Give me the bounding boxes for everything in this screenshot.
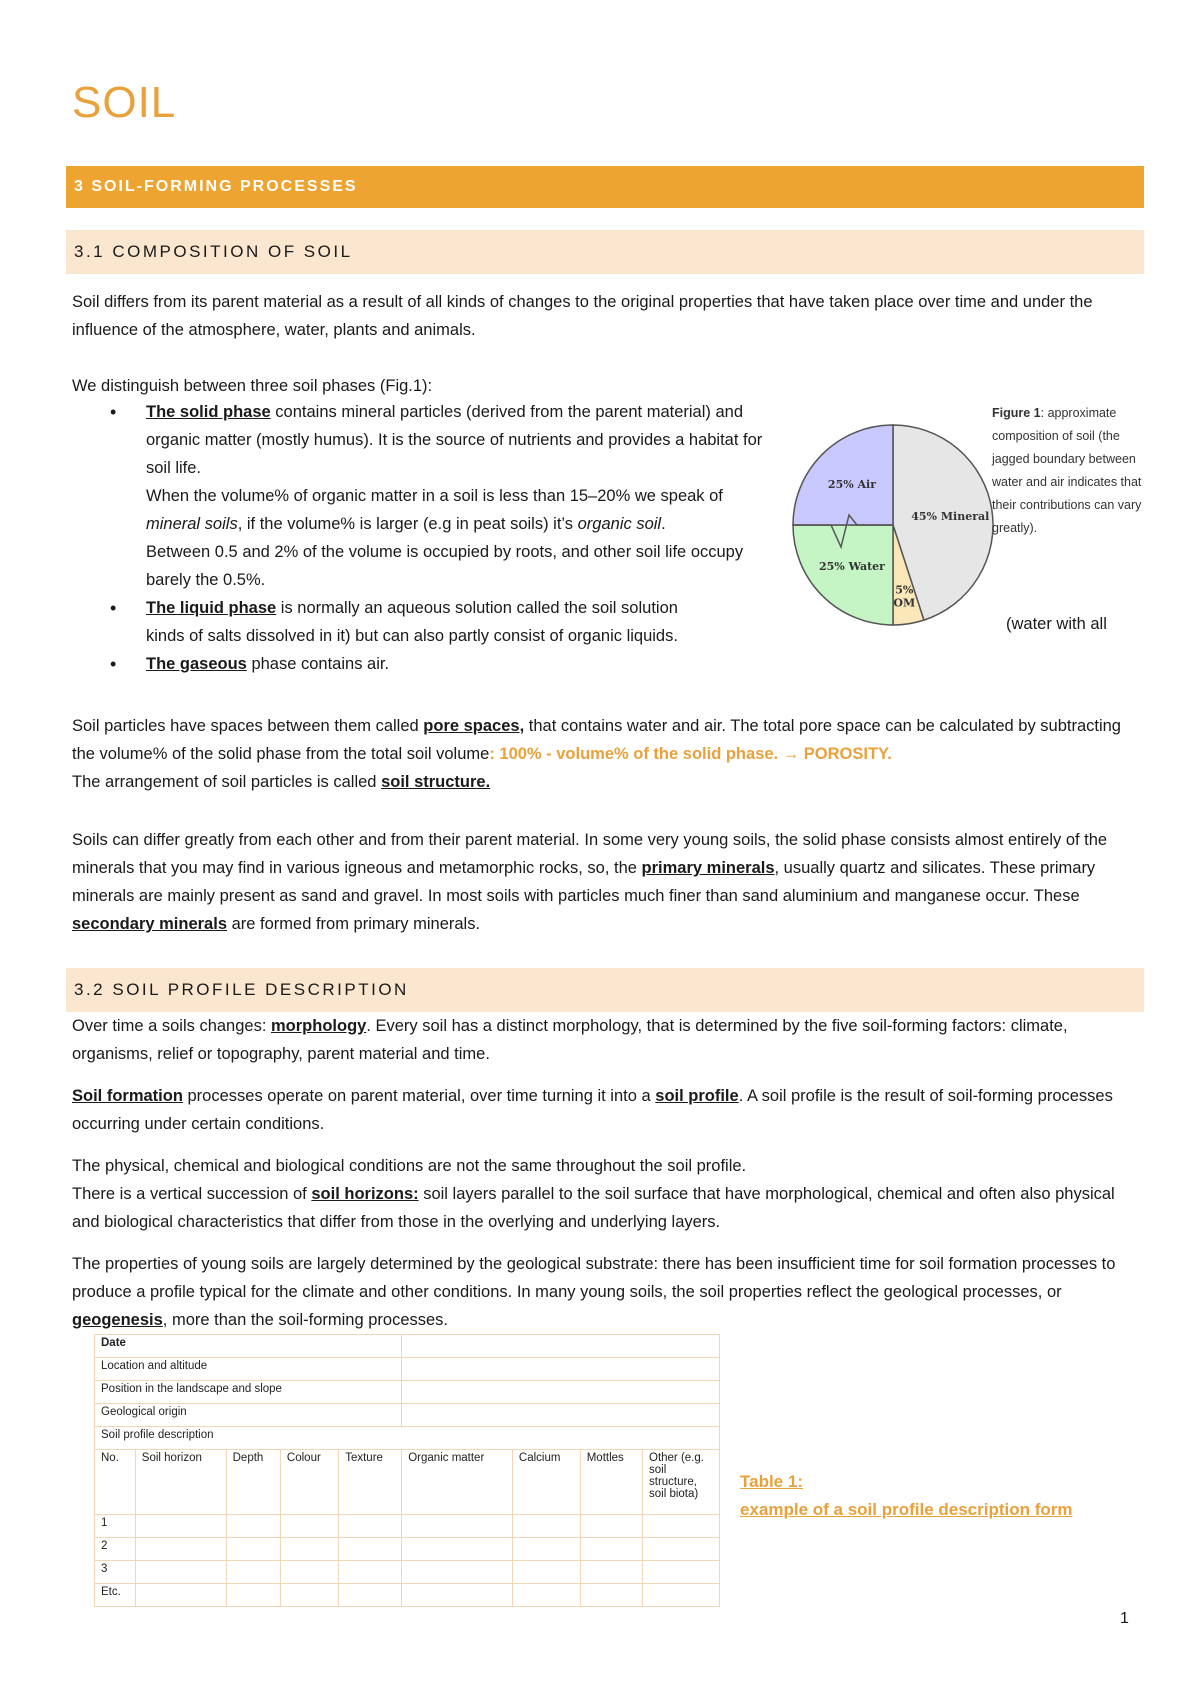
profile-description-table xyxy=(94,1334,720,1607)
form-value-cell xyxy=(402,1358,720,1381)
table-row xyxy=(95,1381,720,1404)
section-heading-3-2: 3.2 SOIL PROFILE DESCRIPTION xyxy=(66,968,1144,1012)
paragraph-young-soils xyxy=(72,1250,1142,1334)
structure-text: The arrangement of soil particles is called xyxy=(72,773,382,791)
column-header: Depth xyxy=(226,1450,280,1515)
row-number: Etc. xyxy=(95,1584,136,1607)
soil-phases-list xyxy=(110,398,770,678)
roots-text: Between 0.5 and 2% of the volume is occupied by roots, and other soil life occupy barely the 0.5%. xyxy=(146,543,744,589)
formation-text-2: . A soil profile is the result of soil-forming processes occurring under certain conditions. xyxy=(72,1087,1113,1133)
minerals-text-2: , usually quartz and silicates. These primary minerals are mainly present as sand and gravel. In most soils with particles much finer than sand aluminium and manganese occur. These xyxy=(72,859,1096,905)
column-header: No. xyxy=(95,1450,136,1515)
paragraph-minerals xyxy=(72,826,1142,938)
term-soil-structure: soil structure. xyxy=(381,773,491,791)
column-header: Organic matter xyxy=(402,1450,513,1515)
column-header: Colour xyxy=(280,1450,338,1515)
form-label-profile-description: Soil profile description xyxy=(95,1427,720,1450)
column-header: Calcium xyxy=(512,1450,580,1515)
term-secondary-minerals: secondary minerals xyxy=(72,915,227,933)
table-row xyxy=(95,1538,720,1561)
form-label-position: Position in the landscape and slope xyxy=(95,1381,402,1404)
table-header-row xyxy=(95,1450,720,1515)
term-pore-spaces: pore spaces, xyxy=(423,717,525,735)
soil-composition-pie-chart xyxy=(788,420,998,630)
row-number: 1 xyxy=(95,1515,136,1538)
pie-label-1: 5% OM xyxy=(893,583,916,610)
conditions-text: The physical, chemical and biological conditions are not the same throughout the soil profile. xyxy=(72,1157,747,1175)
form-value-cell xyxy=(402,1335,720,1358)
term-organic-soil: organic soil xyxy=(577,515,662,533)
list-item-gaseous-phase xyxy=(110,650,770,678)
organic-matter-text-1: When the volume% of organic matter in a soil is less than 15–20% we speak of xyxy=(146,487,723,505)
pore-text-1: Soil particles have spaces between them called xyxy=(72,717,424,735)
paragraph-soil-horizons xyxy=(72,1152,1142,1236)
pie-slice-air xyxy=(793,425,893,525)
liquid-phase-continuation: kinds of salts dissolved in it) but can also partly consist of organic liquids. xyxy=(146,627,678,645)
table-row xyxy=(95,1358,720,1381)
figure-caption-text: : approximate composition of soil (the jagged boundary between water and air indicates that their contributions can vary greatly). xyxy=(992,406,1142,535)
liquid-phase-aside: (water with all xyxy=(1006,615,1107,633)
table-row xyxy=(95,1584,720,1607)
chapter-heading: 3 SOIL-FORMING PROCESSES xyxy=(66,166,1144,208)
term-morphology: morphology xyxy=(271,1017,367,1035)
gaseous-phase-text: phase contains air. xyxy=(246,655,390,673)
table-row xyxy=(95,1427,720,1450)
solid-phase-text: contains mineral particles (derived from the parent material) and organic matter (mostly humus). It is the source of nutrients and provides a habitat for soil life. xyxy=(146,403,763,477)
paragraph-soil-formation xyxy=(72,1082,1142,1138)
term-soil-formation: Soil formation xyxy=(72,1087,183,1105)
figure-1-caption xyxy=(992,402,1160,540)
form-label-date: Date xyxy=(95,1335,402,1358)
term-soil-horizons: soil horizons: xyxy=(311,1185,419,1203)
formation-text-1: processes operate on parent material, over time turning it into a xyxy=(182,1087,656,1105)
column-header: Soil horizon xyxy=(135,1450,226,1515)
table-1-caption xyxy=(740,1468,1073,1524)
document-title: SOIL xyxy=(72,78,177,127)
table-row xyxy=(95,1561,720,1584)
young-soils-text-2: , more than the soil-forming processes. xyxy=(162,1311,449,1329)
section-heading-3-1: 3.1 COMPOSITION OF SOIL xyxy=(66,230,1144,274)
paragraph-three-phases-intro: We distinguish between three soil phases (Fig.1): xyxy=(72,377,433,395)
morphology-text-2: . Every soil has a distinct morphology, that is determined by the five soil-forming factors: climate, organisms, relief or topography, parent material and time. xyxy=(72,1017,1068,1063)
page-number: 1 xyxy=(1120,1610,1129,1627)
row-number: 2 xyxy=(95,1538,136,1561)
minerals-text-1: Soils can differ greatly from each other and from their parent material. In some very young soils, the solid phase consists almost entirely of the minerals that you may find in various igneous and metamorphic rocks, so, the xyxy=(72,831,1108,877)
term-solid-phase: The solid phase xyxy=(146,403,271,421)
table-row xyxy=(95,1515,720,1538)
young-soils-text-1: The properties of young soils are largely determined by the geological substrate: there has been insufficient time for soil formation processes to produce a profile typical for the climate and other conditions. In many young soils, the soil properties reflect the geological processes, or xyxy=(72,1255,1116,1301)
paragraph-soil-differs: Soil differs from its parent material as a result of all kinds of changes to the original properties that have taken place over time and under the influence of the atmosphere, water, plants and animals. xyxy=(72,293,1093,339)
table-caption-label: Table 1: xyxy=(740,1472,803,1491)
figure-label: Figure 1 xyxy=(992,406,1041,420)
row-number: 3 xyxy=(95,1561,136,1584)
form-value-cell xyxy=(402,1381,720,1404)
horizons-text-2: soil layers parallel to the soil surface that have morphological, chemical and often also physical and biological characteristics that differ from those in the overlying and underlying layers. xyxy=(72,1185,1115,1231)
table-row xyxy=(95,1335,720,1358)
form-label-location: Location and altitude xyxy=(95,1358,402,1381)
list-item-solid-phase xyxy=(110,398,770,594)
organic-matter-text-2: , if the volume% is larger (e.g in peat soils) it’s xyxy=(237,515,578,533)
pore-text-2: that contains water and air. The total pore space can be calculated by subtracting the volume% of the solid phase from the total soil volume xyxy=(72,717,1121,763)
liquid-phase-text: is normally an aqueous solution called the soil solution xyxy=(276,599,678,617)
soil-profile-form xyxy=(94,1334,720,1607)
horizons-text-1: There is a vertical succession of xyxy=(72,1185,312,1203)
term-primary-minerals: primary minerals xyxy=(641,859,775,877)
term-geogenesis: geogenesis xyxy=(72,1311,163,1329)
minerals-text-3: are formed from primary minerals. xyxy=(227,915,481,933)
paragraph-morphology xyxy=(72,1012,1142,1068)
term-liquid-phase: The liquid phase xyxy=(146,599,277,617)
pie-label-0: 45% Mineral xyxy=(911,509,990,523)
column-header: Other (e.g. soil structure, soil biota) xyxy=(643,1450,720,1515)
pie-label-2: 25% Water xyxy=(818,560,885,574)
table-caption-text: example of a soil profile description form xyxy=(740,1500,1073,1519)
table-row xyxy=(95,1404,720,1427)
term-mineral-soils: mineral soils xyxy=(146,515,238,533)
pie-label-3: 25% Air xyxy=(827,477,877,491)
morphology-text-1: Over time a soils changes: xyxy=(72,1017,271,1035)
column-header: Mottles xyxy=(580,1450,642,1515)
organic-matter-text-3: . xyxy=(661,515,666,533)
form-label-geological-origin: Geological origin xyxy=(95,1404,402,1427)
column-header: Texture xyxy=(339,1450,402,1515)
term-soil-profile: soil profile xyxy=(655,1087,739,1105)
form-value-cell xyxy=(402,1404,720,1427)
term-gaseous: The gaseous xyxy=(146,655,247,673)
porosity-formula: : 100% - volume% of the solid phase. → POROSITY. xyxy=(489,745,892,763)
paragraph-pore-spaces xyxy=(72,712,1142,796)
list-item-liquid-phase xyxy=(110,594,770,650)
